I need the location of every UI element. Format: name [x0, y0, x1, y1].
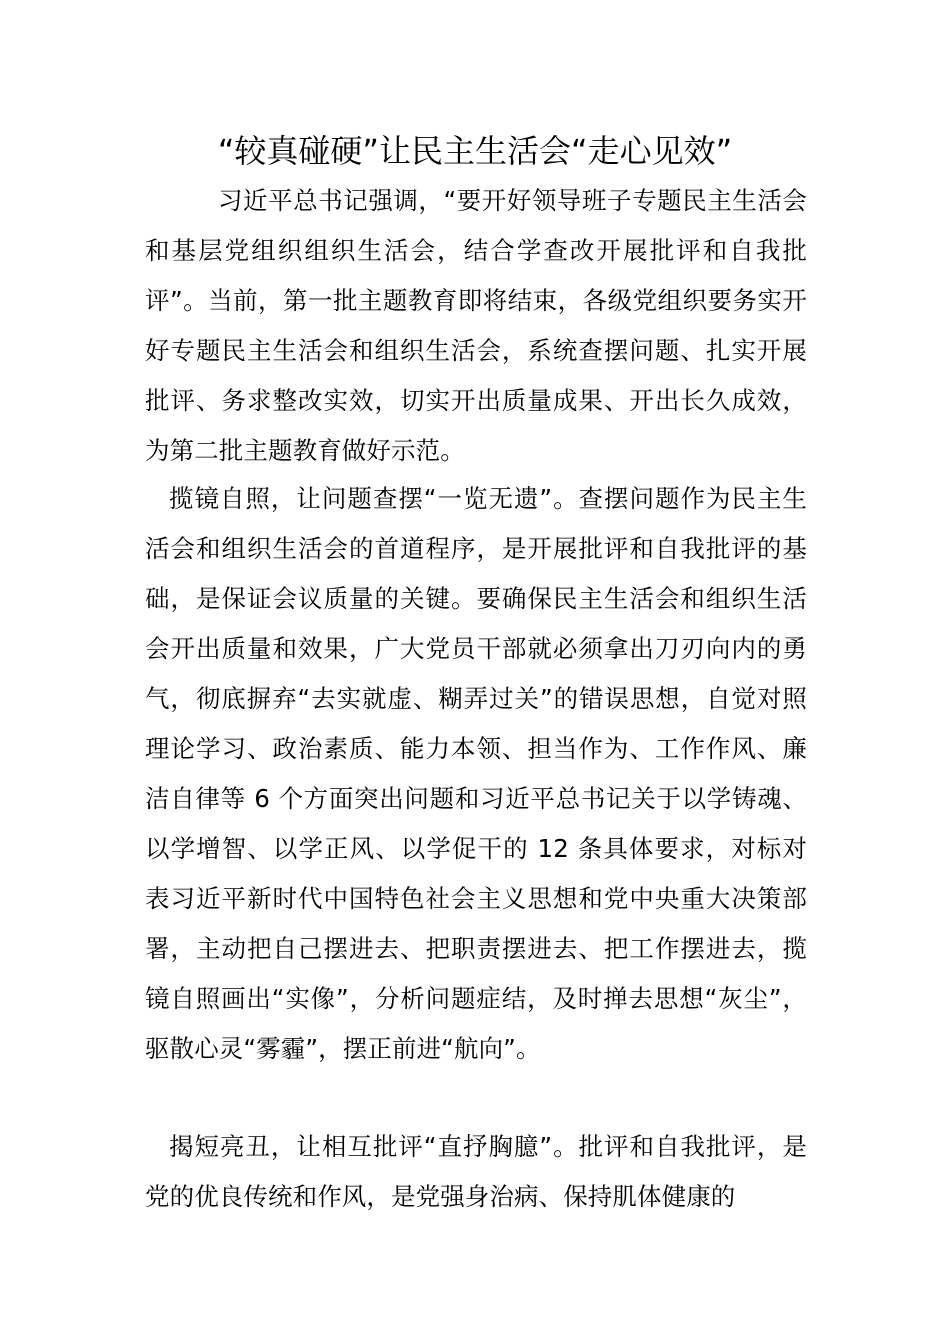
document-title: “较真碰硬”让民主生活会“走心见效” [217, 132, 733, 170]
paragraph-intro: 习近平总书记强调，“要开好领导班子专题民主生活会和基层党组织组织生活会，结合学查改开展批评和自我批评”。当前，第一批主题教育即将结束，各级党组织要务实开好专题民主生活会和组织生活会，系统查摆问题、扎实开展批评、务求整改实效，切实开出质量成果、开出长久成效，为第二批主题教育做好示范。 [145, 186, 807, 465]
paragraph-problem-finding: 揽镜自照，让问题查摆“一览无遗”。查摆问题作为民主生活会和组织生活会的首道程序，是开展批评和自我批评的基础，是保证会议质量的关键。要确保民主生活会和组织生活会开出质量和效果，广大党员干部就必须拿出刀刃向内的勇气，彻底摒弃“去实就虚、糊弄过关”的错误思想，自觉对照理论学习、政治素质、能力本领、担当作为、工作作风、廉洁自律等 6 个方面突出问题和习近平总书记关于以学铸魂、以学增智、以学正风、以学促干的 12 条具体要求，对标对表习近平新时代中国特色社会主义思想和党中央重大决策部署，主动把自己摆进去、把职责摆进去、把工作摆进去，揽镜自照画出“实像”，分析问题症结，及时掸去思想“灰尘”，驱散心灵“雾霾”，摆正前进“航向”。 [145, 484, 807, 1063]
paragraph-criticism: 揭短亮丑，让相互批评“直抒胸臆”。批评和自我批评，是党的优良传统和作风，是党强身治病、保持肌体健康的 [145, 1132, 807, 1211]
